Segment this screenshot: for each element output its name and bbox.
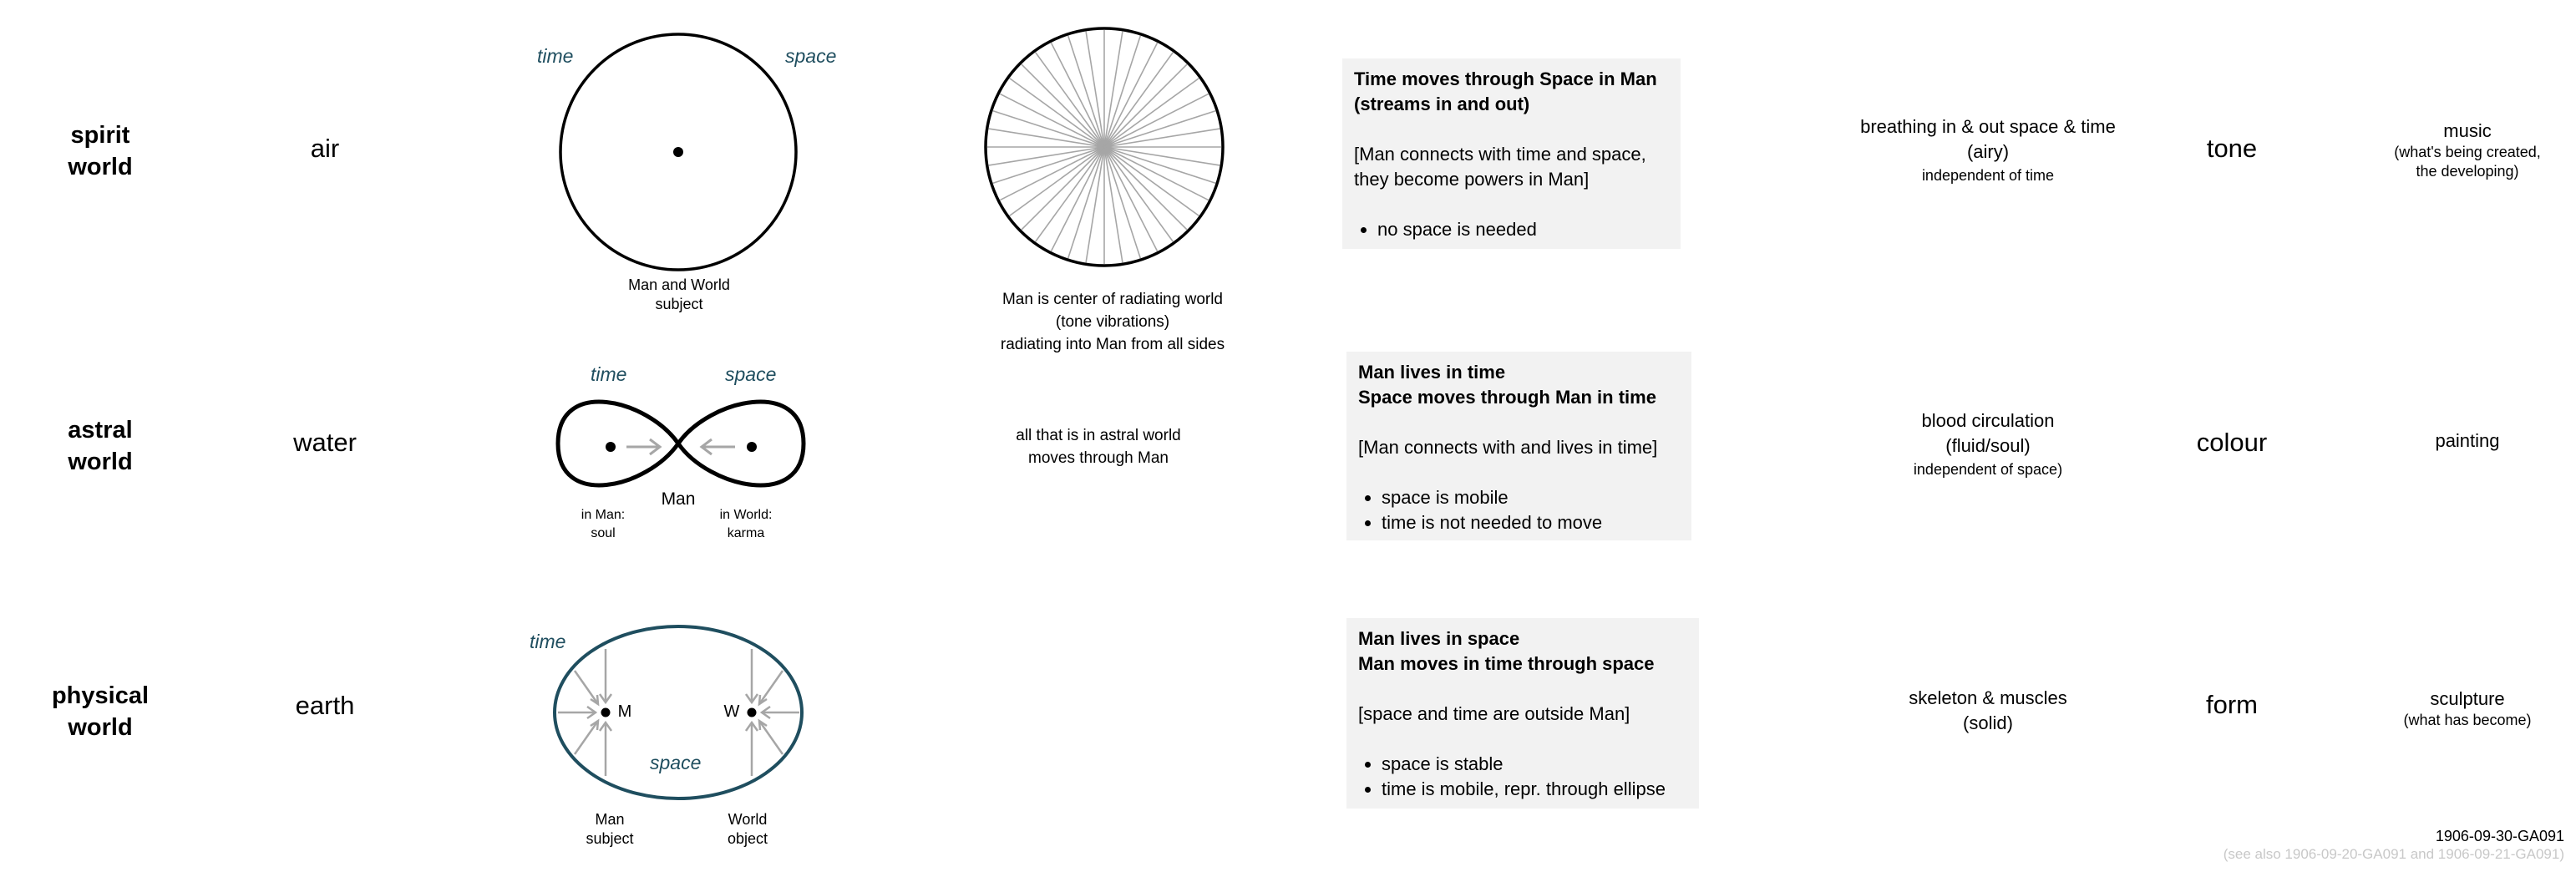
art-sculpture: sculpture (what has become) xyxy=(2403,688,2532,728)
wheel-spoke xyxy=(1104,147,1215,183)
wheel-spoke xyxy=(1104,53,1173,147)
bodily-function-astral: blood circulation (fluid/soul) independent of space) xyxy=(1913,410,2063,478)
wheel-spoke xyxy=(993,111,1104,147)
bodily-function-physical: skeleton & muscles (solid) xyxy=(1909,687,2067,733)
center-dot xyxy=(673,147,683,157)
wheel-spoke xyxy=(1104,111,1215,147)
description-box-astral: Man lives in time Space moves through Man in time [Man connects with and lives in time] • space is mobile • time is not needed to move xyxy=(1346,352,1691,540)
bullet-list: • space is stable • time is mobile, repr. through ellipse xyxy=(1358,752,1687,802)
bullet-list: • no space is needed xyxy=(1354,217,1669,242)
dot-right xyxy=(747,442,757,452)
wheel-spoke xyxy=(1104,147,1187,230)
wheel-spoke xyxy=(1104,79,1199,147)
wheel-spoke xyxy=(1104,147,1199,215)
diagram-label-time: time xyxy=(537,45,574,67)
diagram-label-w: W xyxy=(723,702,740,721)
element-earth: earth xyxy=(295,691,355,720)
diagram-center-label-man: Man xyxy=(661,489,696,509)
world-label-physical: physical world xyxy=(51,682,150,741)
quality-colour: colour xyxy=(2196,428,2268,457)
diagram-label-time: time xyxy=(591,363,627,385)
quality-tone: tone xyxy=(2206,134,2258,163)
wheel-spoke xyxy=(993,147,1104,183)
diagram-label-m: M xyxy=(617,702,632,721)
reference-see-also: (see also 1906-09-20-GA091 and 1906-09-21-GA091) xyxy=(2223,846,2564,862)
world-label-astral: astral world xyxy=(68,417,133,475)
wheel-spoke xyxy=(1068,147,1104,258)
diagram-caption-soul: in Man: soul xyxy=(581,508,626,540)
wheel-spoke xyxy=(1104,64,1187,147)
art-painting: painting xyxy=(2435,430,2500,451)
description-box-spirit: Time moves through Space in Man (streams in and out) [Man connects with time and space, they become powers in Man] • no space is needed xyxy=(1342,58,1681,249)
diagram-label-space: space xyxy=(785,45,837,67)
lemniscate-curve xyxy=(558,402,804,485)
wheel-spoke xyxy=(1104,147,1173,241)
diagram-caption-karma: in World: karma xyxy=(719,508,773,540)
wheel-spoke xyxy=(1010,79,1104,147)
description-box-physical: Man lives in space Man moves in time through space [space and time are outside Man] • space is stable • time is mobile, repr. through ellipse xyxy=(1346,618,1699,809)
wheel-spoke xyxy=(1010,147,1104,215)
wheel-spoke xyxy=(1022,147,1104,230)
wheel-spoke xyxy=(1104,36,1140,147)
element-air: air xyxy=(310,134,340,163)
lemniscate-diagram xyxy=(551,384,819,501)
art-music: music (what's being created, the developing) xyxy=(2394,120,2541,180)
circle-diagram xyxy=(556,33,807,284)
world-label-spirit: spirit world xyxy=(68,122,133,180)
radiating-wheel-icon xyxy=(982,25,1233,276)
bullet-list: • space is mobile • time is not needed to move xyxy=(1358,485,1680,535)
diagram-label-space: space xyxy=(725,363,777,385)
wheel-spokes xyxy=(987,30,1221,264)
wheel-spoke xyxy=(1036,147,1104,241)
diagram-caption-spirit: Man and World subject xyxy=(628,276,730,312)
bodily-function-spirit: breathing in & out space & time (airy) independent of time xyxy=(1860,116,2116,184)
diagram-caption-man: Man subject xyxy=(586,811,634,847)
wheel-spoke xyxy=(1036,53,1104,147)
dot-world xyxy=(748,708,757,717)
element-water: water xyxy=(293,428,357,457)
dot-left xyxy=(606,442,616,452)
diagram-label-time: time xyxy=(530,631,566,652)
image-caption-astral: all that is in astral world moves through Man xyxy=(1016,427,1181,467)
wheel-spoke xyxy=(1104,147,1140,258)
wheel-spoke xyxy=(1068,36,1104,147)
ellipse-diagram xyxy=(551,622,819,806)
image-caption-spirit: Man is center of radiating world (tone vibrations) radiating into Man from all sides xyxy=(1000,291,1225,353)
wheel-spoke xyxy=(1022,64,1104,147)
diagram-label-space: space xyxy=(650,752,702,773)
diagram-caption-world: World object xyxy=(727,811,768,847)
dot-man xyxy=(601,708,611,717)
reference-code: 1906-09-30-GA091 xyxy=(2435,828,2564,844)
quality-form: form xyxy=(2206,690,2258,719)
